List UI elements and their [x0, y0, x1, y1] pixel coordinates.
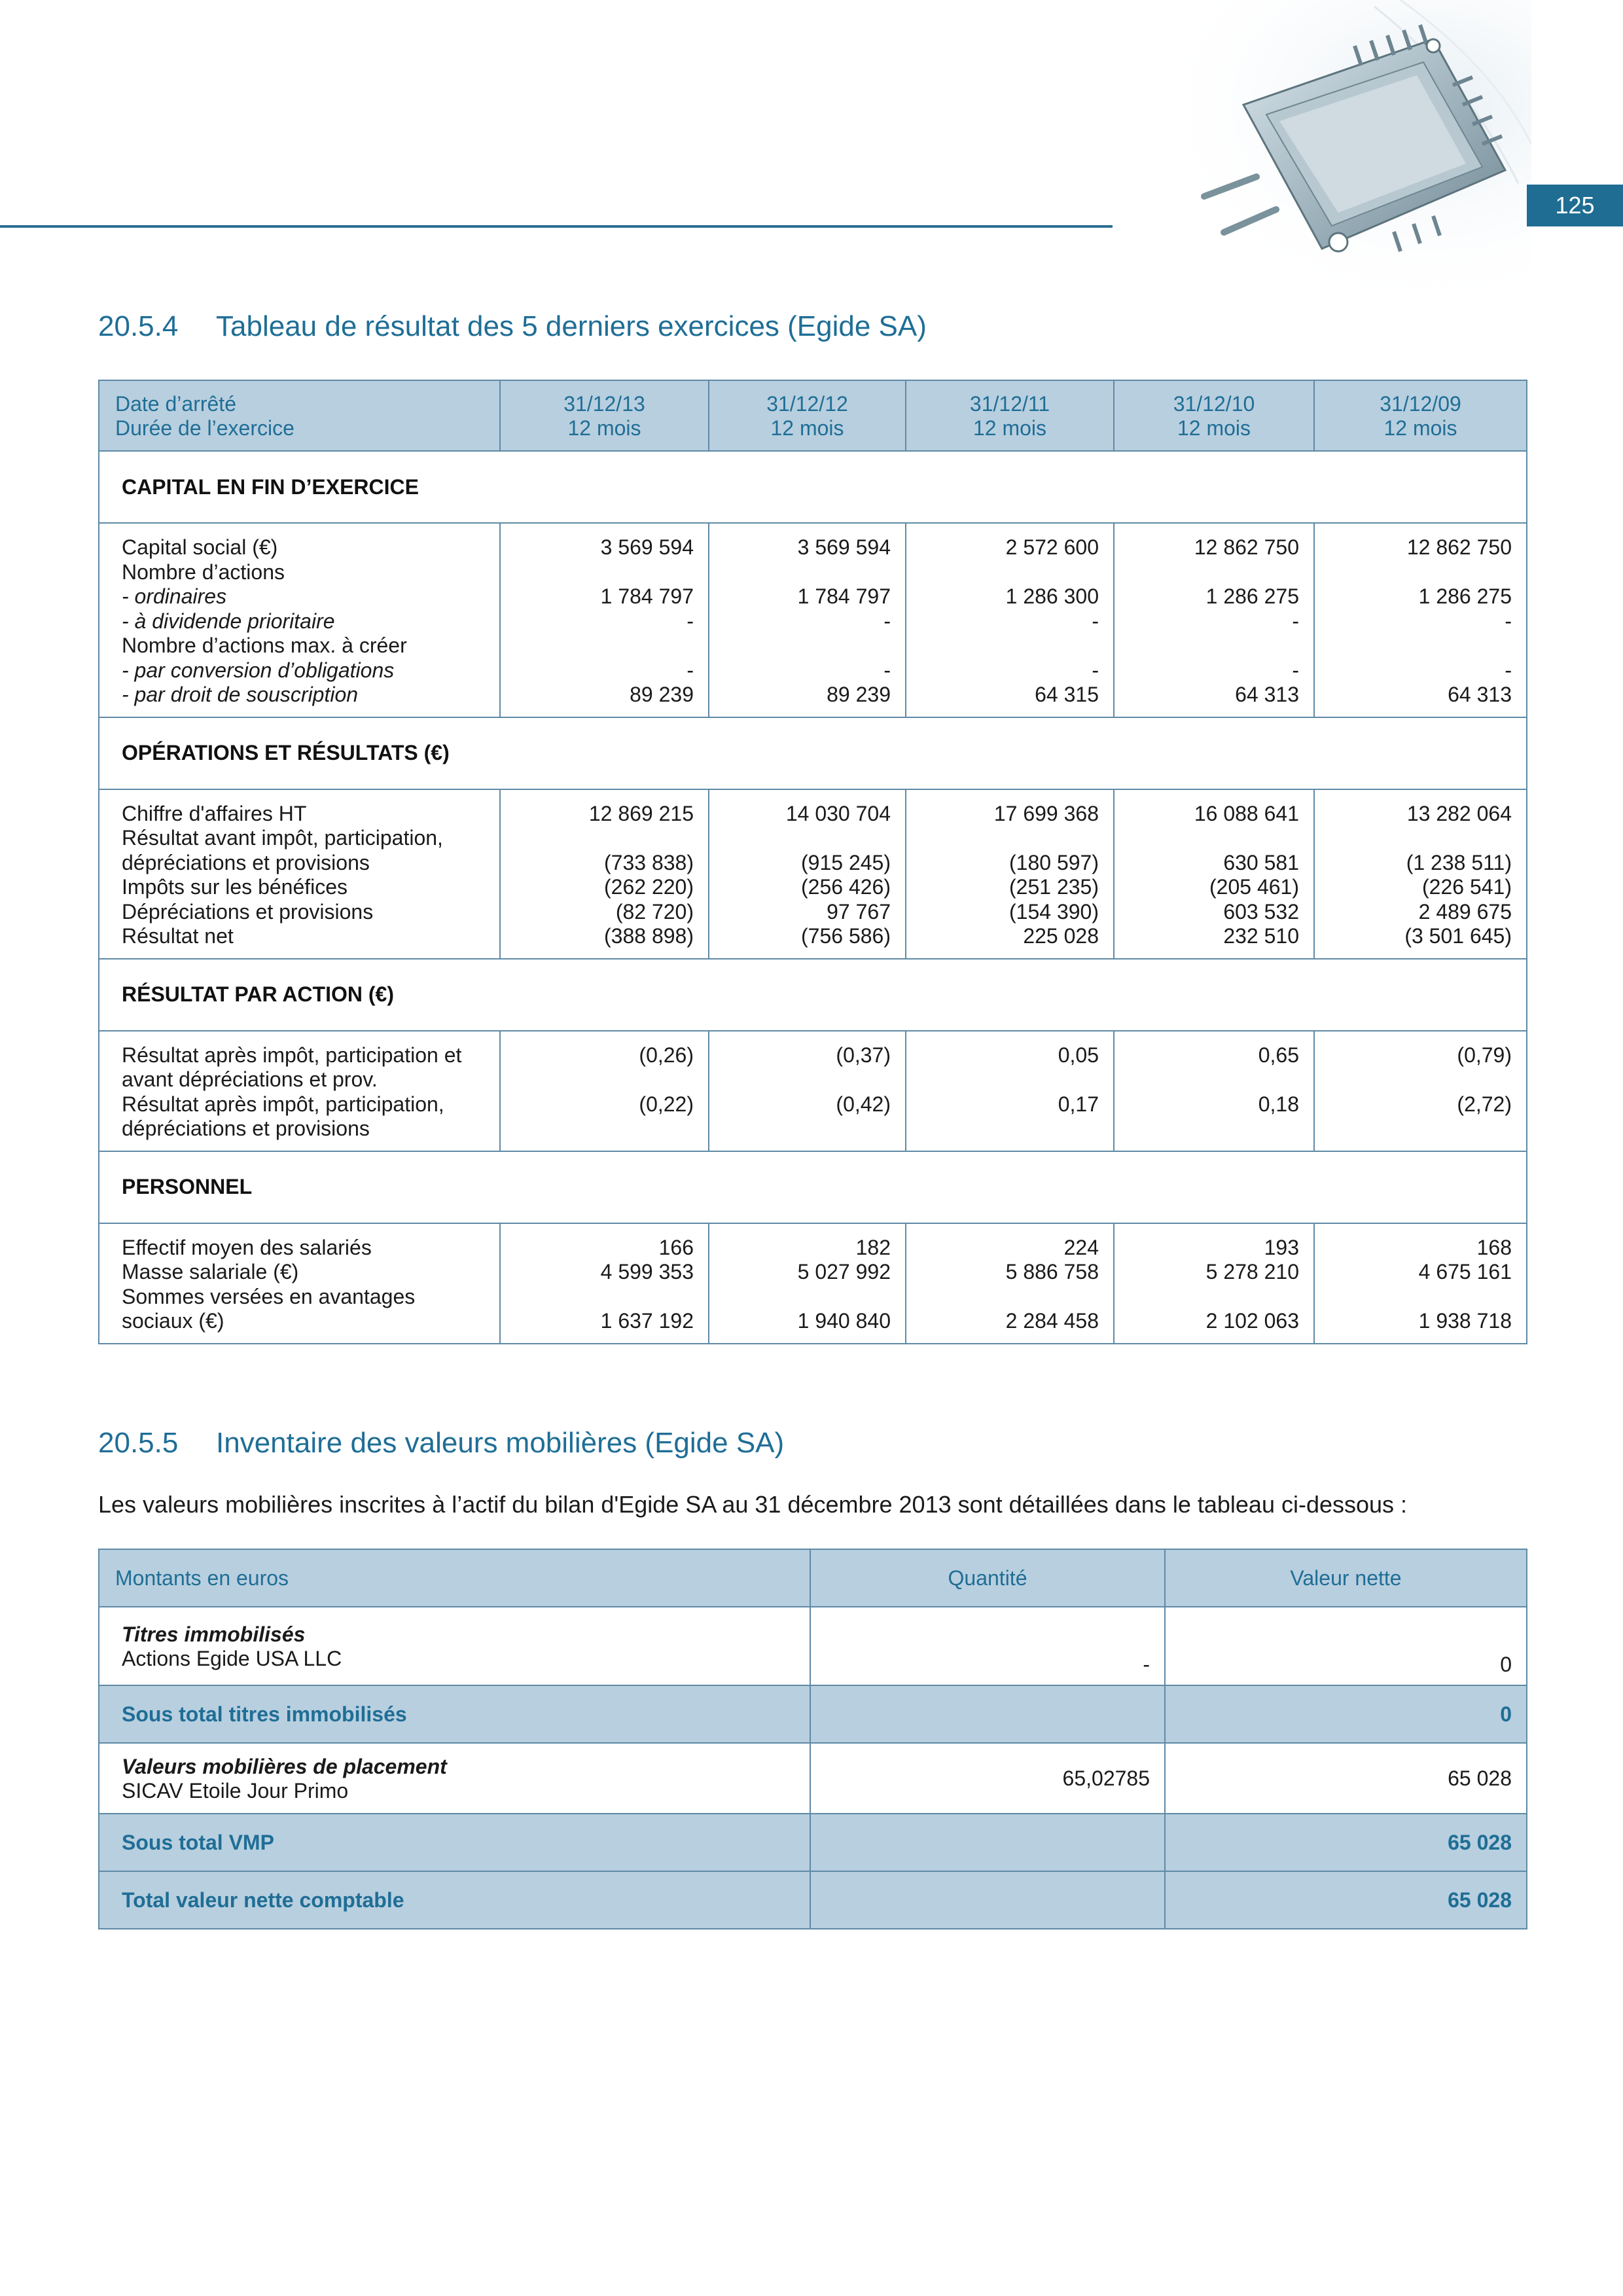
section-title: Inventaire des valeurs mobilières (Egide SA) — [216, 1427, 785, 1459]
column-header: 31/12/13 12 mois — [500, 380, 709, 451]
table-header-row — [99, 1549, 1527, 1607]
row-labels: Résultat après impôt, participation et avant dépréciations et prov. Résultat après impôt, participation, dépréciations et provisions — [99, 1031, 500, 1151]
section-heading-results — [98, 310, 927, 343]
values-cell: 166 4 599 353 1 637 192 — [500, 1223, 709, 1344]
values-cell: 16 088 641 630 581 (205 461) 603 532 232 510 — [1114, 789, 1314, 959]
column-header: 31/12/12 12 mois — [709, 380, 906, 451]
section-number: 20.5.4 — [98, 310, 179, 342]
values-cell: 182 5 027 992 1 940 840 — [709, 1223, 906, 1344]
section-heading-securities — [98, 1427, 784, 1460]
intro-paragraph: Les valeurs mobilières inscrites à l’actif du bilan d'Egide SA au 31 décembre 2013 sont détaillées dans le tableau ci-dessous : — [98, 1491, 1408, 1518]
data-row-operations — [99, 789, 1527, 959]
values-cell: 13 282 064 (1 238 511) (226 541) 2 489 675 (3 501 645) — [1314, 789, 1527, 959]
table-row-titres: Titres immobilisés Actions Egide USA LLC - 0 — [99, 1607, 1527, 1685]
header-quantity: Quantité — [810, 1549, 1165, 1607]
values-cell: 12 862 750 1 286 275 - - 64 313 — [1114, 523, 1314, 717]
section-row-operations: OPÉRATIONS ET RÉSULTATS (€) — [99, 717, 1527, 789]
table-header-row — [99, 380, 1527, 451]
values-cell: 3 569 594 1 784 797 - - 89 239 — [500, 523, 709, 717]
electronic-package-illustration — [1126, 0, 1531, 301]
values-cell: 14 030 704 (915 245) (256 426) 97 767 (756 586) — [709, 789, 906, 959]
data-row-staff — [99, 1223, 1527, 1344]
section-row-per-share: RÉSULTAT PAR ACTION (€) — [99, 959, 1527, 1031]
page-number: 125 — [1527, 185, 1623, 226]
header-label: Montants en euros — [99, 1549, 810, 1607]
section-title: Tableau de résultat des 5 derniers exercices (Egide SA) — [216, 310, 927, 342]
data-row-per-share — [99, 1031, 1527, 1151]
table-row-total: Total valeur nette comptable 65 028 — [99, 1871, 1527, 1929]
row-labels: Chiffre d'affaires HT Résultat avant impôt, participation, dépréciations et provisions Impôts sur les bénéfices Dépréciations et provisions Résultat net — [99, 789, 500, 959]
values-cell: 2 572 600 1 286 300 - - 64 315 — [906, 523, 1114, 717]
column-header: 31/12/11 12 mois — [906, 380, 1114, 451]
data-row-capital — [99, 523, 1527, 717]
header-net-value: Valeur nette — [1165, 1549, 1527, 1607]
section-row-staff: PERSONNEL — [99, 1151, 1527, 1223]
section-number: 20.5.5 — [98, 1427, 179, 1459]
section-row-capital: CAPITAL EN FIN D’EXERCICE — [99, 451, 1527, 523]
values-cell: (0,26) (0,22) — [500, 1031, 709, 1151]
header-rule — [0, 225, 1113, 228]
column-header: 31/12/09 12 mois — [1314, 380, 1527, 451]
securities-table — [98, 1549, 1527, 1929]
values-cell: 17 699 368 (180 597) (251 235) (154 390) 225 028 — [906, 789, 1114, 959]
results-table — [98, 380, 1527, 1344]
values-cell: (0,37) (0,42) — [709, 1031, 906, 1151]
header-label-cell: Date d’arrêté Durée de l’exercice — [99, 380, 500, 451]
table-row-vmp: Valeurs mobilières de placement SICAV Etoile Jour Primo 65,02785 65 028 — [99, 1743, 1527, 1814]
table-row-subtotal-vmp: Sous total VMP 65 028 — [99, 1814, 1527, 1871]
row-labels: Effectif moyen des salariés Masse salariale (€) Sommes versées en avantages sociaux (€) — [99, 1223, 500, 1344]
column-header: 31/12/10 12 mois — [1114, 380, 1314, 451]
values-cell: 3 569 594 1 784 797 - - 89 239 — [709, 523, 906, 717]
values-cell: 168 4 675 161 1 938 718 — [1314, 1223, 1527, 1344]
values-cell: 224 5 886 758 2 284 458 — [906, 1223, 1114, 1344]
table-row-subtotal-titres: Sous total titres immobilisés 0 — [99, 1685, 1527, 1743]
values-cell: 193 5 278 210 2 102 063 — [1114, 1223, 1314, 1344]
row-labels: Capital social (€) Nombre d’actions - ordinaires - à dividende prioritaire Nombre d’actions max. à créer - par conversion d’obligations - par droit de souscription — [99, 523, 500, 717]
values-cell: 12 862 750 1 286 275 - - 64 313 — [1314, 523, 1527, 717]
values-cell: 12 869 215 (733 838) (262 220) (82 720) (388 898) — [500, 789, 709, 959]
values-cell: 0,65 0,18 — [1114, 1031, 1314, 1151]
values-cell: (0,79) (2,72) — [1314, 1031, 1527, 1151]
values-cell: 0,05 0,17 — [906, 1031, 1114, 1151]
